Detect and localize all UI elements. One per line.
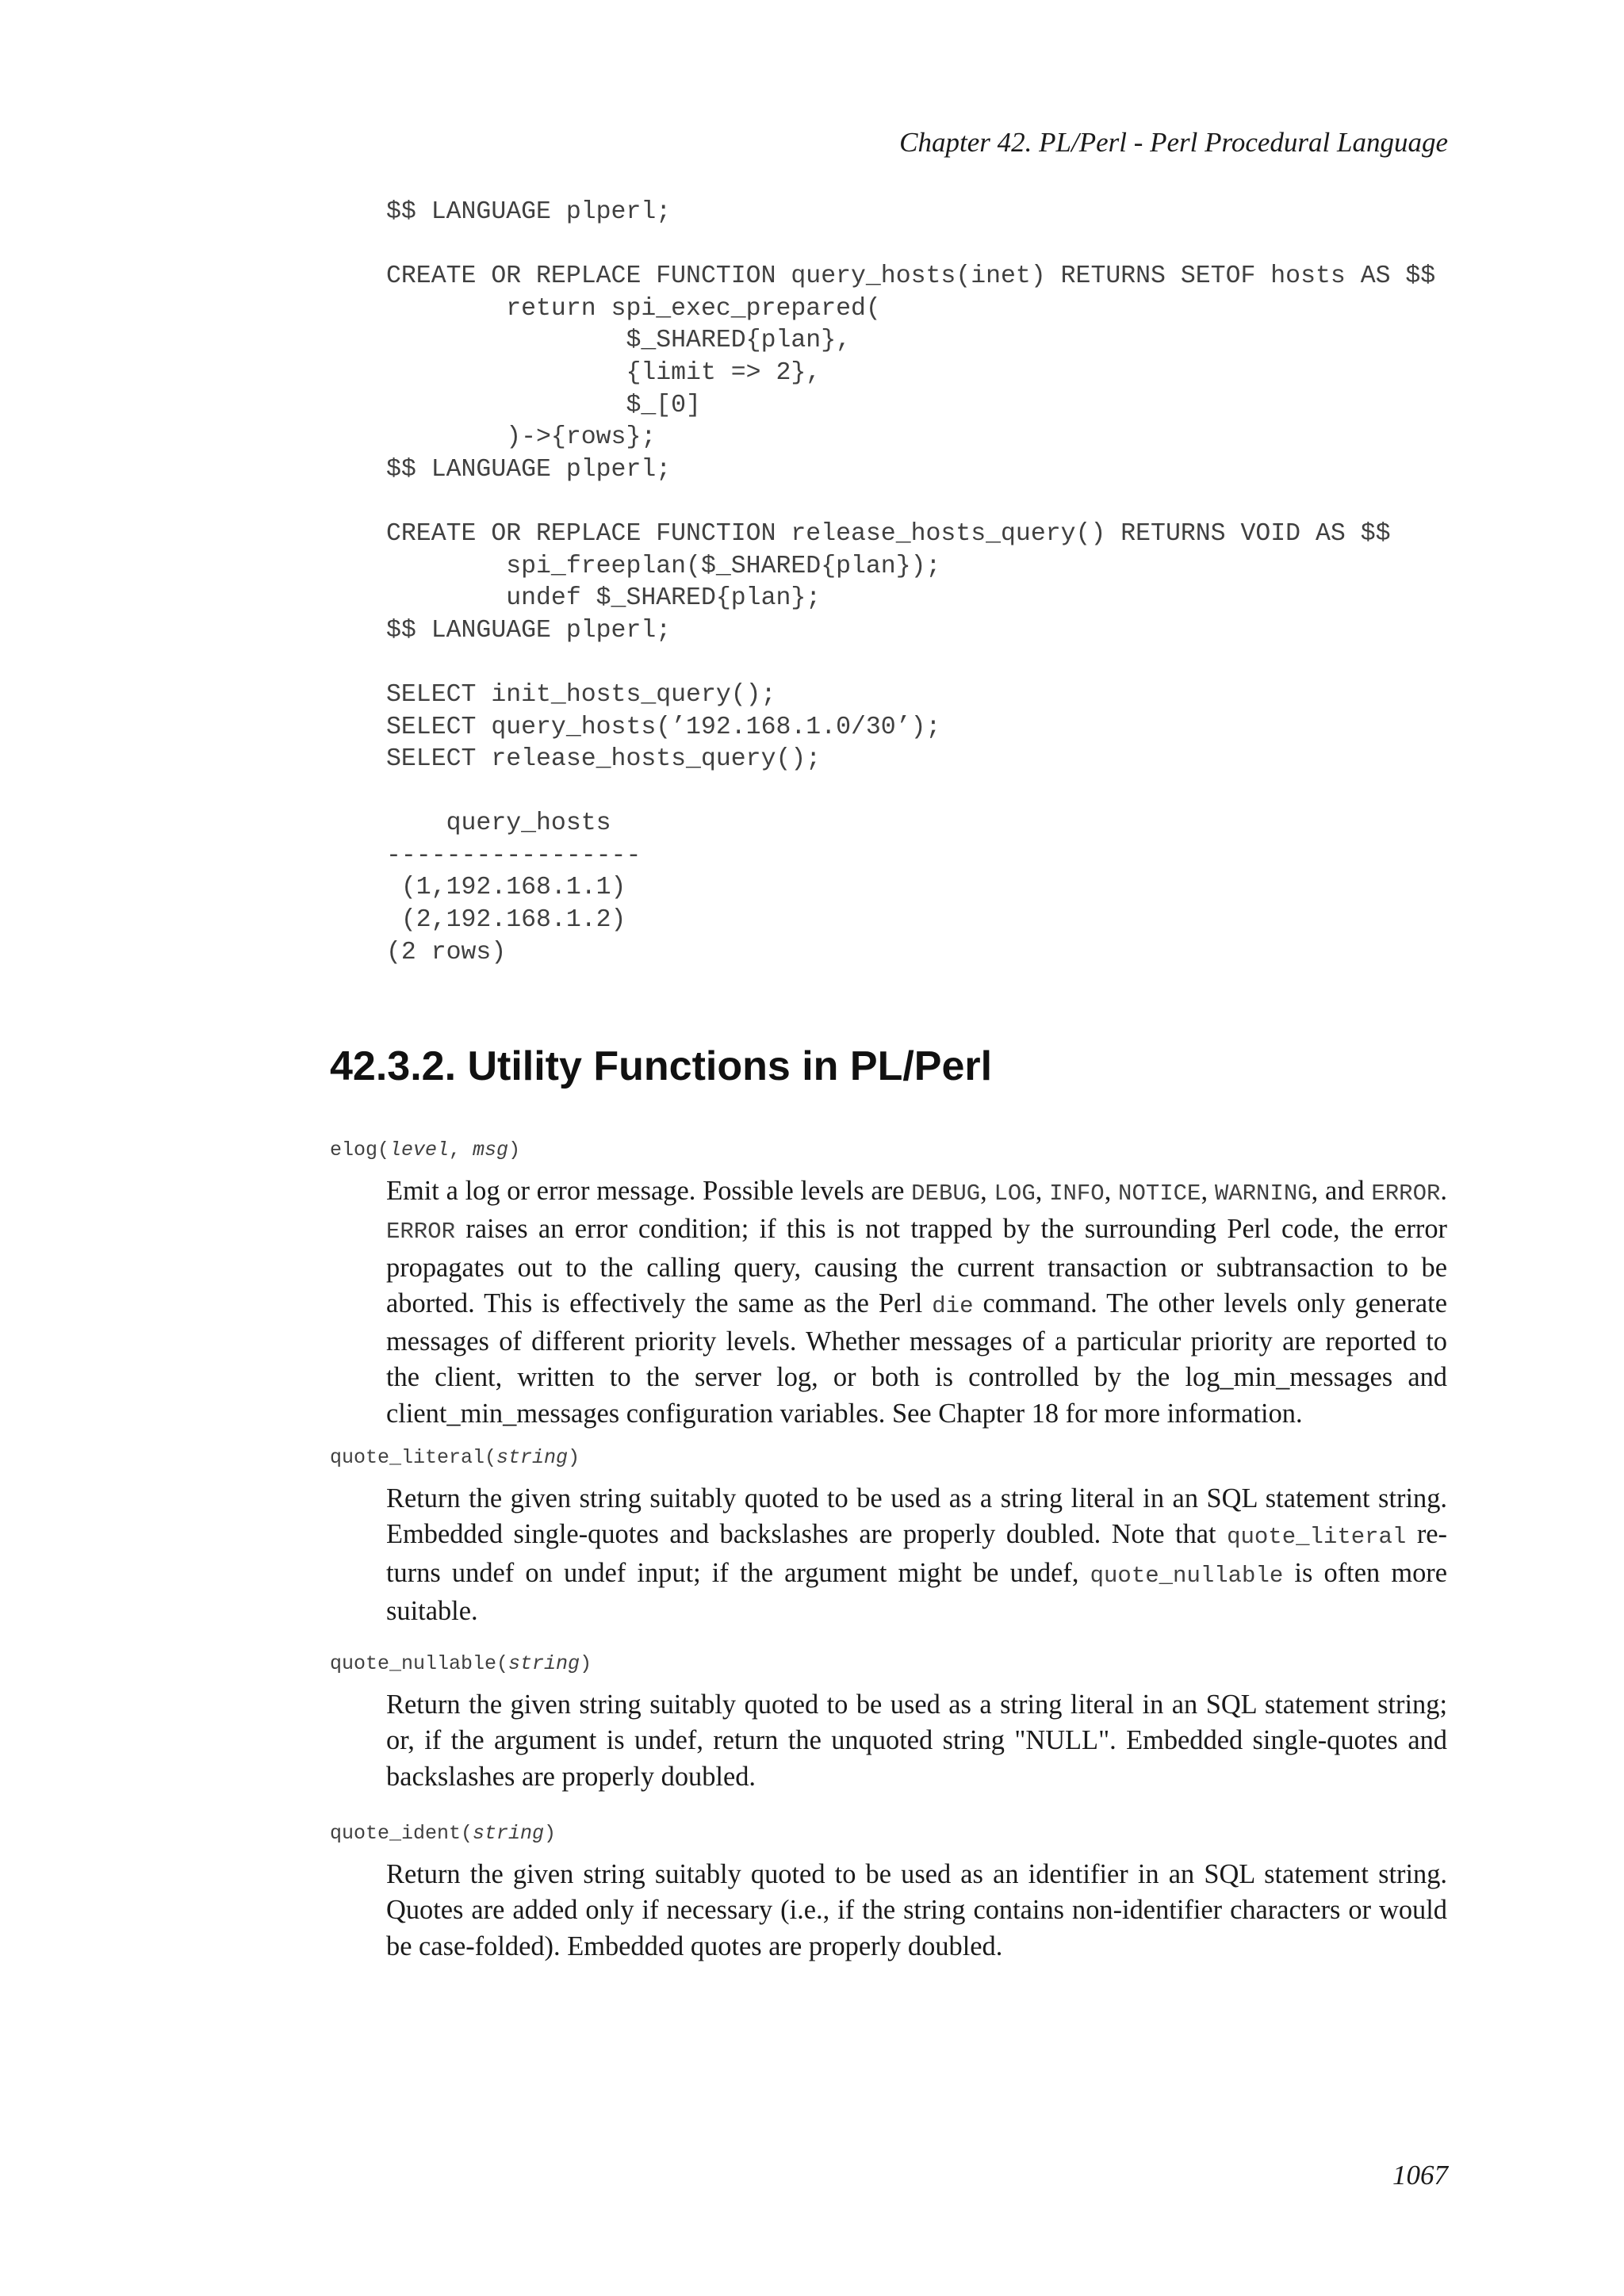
code-line: CREATE OR REPLACE FUNCTION release_hosts_query() RETURNS VOID AS $$ [386,519,1391,548]
quote-literal-function-name: quote_literal( [330,1446,497,1469]
elog-close-paren: ) [508,1138,521,1161]
elog-param-msg: msg [473,1138,509,1161]
quote-literal-close-paren: ) [568,1446,580,1469]
quote-literal-param-string: string [496,1446,569,1469]
quote-ident-description: Return the given string suitably quoted to be used as an identifier in an SQL statement string. Quotes are added only if necessary (i.e., if the string contains non-identifier characters or would be case-folded). Embedded quotes are properly doubled. [386,1859,1447,1961]
code-line: SELECT release_hosts_query(); [386,745,822,774]
code-line: SELECT init_hosts_query(); [386,680,776,709]
quote-nullable-description: Return the given string suitably quoted to be used as a string literal in an SQL statement string; or, if the argument is undef, return the unquoted string "NULL". Embedded single-quotes and backslashes are properly doubled. [386,1689,1447,1792]
code-line: $_[0] [386,391,701,419]
quote-nullable-function-name: quote_nullable( [330,1652,509,1675]
code-line: (2,192.168.1.2) [386,906,626,935]
running-header: Chapter 42. PL/Perl - Perl Procedural Language [899,127,1448,158]
code-line: return spi_exec_prepared( [386,294,881,323]
code-listing [386,197,1435,969]
quote-nullable-term [330,1651,592,1678]
elog-param-level: level [389,1138,450,1161]
code-line: $$ LANGUAGE plperl; [386,616,672,645]
quote-ident-term [330,1820,556,1847]
elog-description: Emit a log or error message. Possible levels are DEBUG, LOG, INFO, NOTICE, WARNING, and ERROR. ERROR raises an error condition; if this is not trapped by the surrounding Perl code, the error propagates out to the calling query, causing the current transaction or subtransaction to be aborted. This is effectively the same as the Perl die command. The other levels only generate messages of different priority levels. Whether messages of a particular priority are reported to the client, written to the server log, or both is controlled by the log_min_messages and client_min_messages configuration variables. See Chapter 18 for more information. [386,1176,1448,1429]
elog-term [330,1137,520,1164]
code-line: undef $_SHARED{plan}; [386,584,822,613]
code-line: spi_freeplan($_SHARED{plan}); [386,552,941,580]
code-line: $_SHARED{plan}, [386,327,851,355]
quote-ident-param-string: string [473,1822,545,1845]
code-line: SELECT query_hosts(’192.168.1.0/30’); [386,713,941,741]
code-line: )->{rows}; [386,423,657,452]
quote-ident-function-name: quote_ident( [330,1822,473,1845]
elog-separator: , [449,1138,473,1161]
code-line: {limit => 2}, [386,358,822,387]
page-number: 1067 [1392,2160,1448,2191]
quote-nullable-param-string: string [508,1652,580,1675]
code-line: $$ LANGUAGE plperl; [386,455,672,484]
code-line: query_hosts [386,809,611,838]
quote-literal-term [330,1445,580,1471]
code-line: $$ LANGUAGE plperl; [386,198,672,226]
code-line: (2 rows) [386,938,507,966]
code-line: (1,192.168.1.1) [386,874,626,902]
quote-literal-description: Return the given string suitably quoted to be used as a string literal in an SQL statement string. Embedded single-quotes and backslashes are properly doubled. Note that quote_literal returns undef on undef input; if the argument might be undef, quote_nullable is often more suitable. [386,1483,1447,1626]
elog-function-name: elog( [330,1138,390,1161]
section-title: 42.3.2. Utility Functions in PL/Perl [330,1043,993,1089]
quote-nullable-close-paren: ) [580,1652,592,1675]
quote-ident-close-paren: ) [544,1822,557,1845]
code-line: CREATE OR REPLACE FUNCTION query_hosts(inet) RETURNS SETOF hosts AS $$ [386,262,1436,291]
code-line: ----------------- [386,841,642,870]
